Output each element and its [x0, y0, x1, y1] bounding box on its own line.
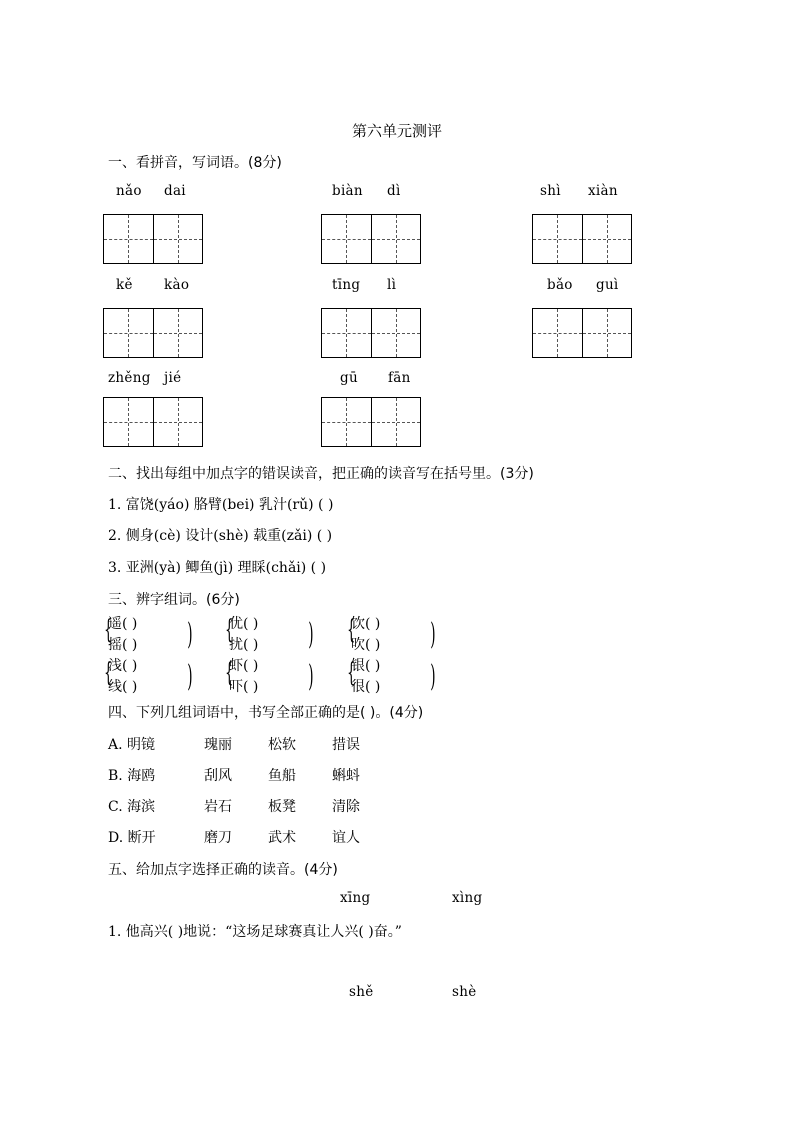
- q5-heading: 五、给加点字选择正确的读音。(4分): [108, 862, 338, 878]
- q3-item: 很( ): [351, 679, 381, 695]
- page-title: 第六单元测评: [351, 122, 442, 140]
- pinyin: gū: [340, 370, 358, 386]
- q4-word: 武术: [268, 830, 296, 846]
- pinyin: dì: [387, 183, 401, 199]
- q4-option-label: A. 明镜: [108, 737, 156, 753]
- q3-item: 吓( ): [229, 679, 259, 695]
- q3-item: 银( ): [351, 658, 381, 674]
- q5-line: 1. 他高兴( )地说：“这场足球赛真让人兴( )奋。”: [108, 924, 402, 940]
- q4-heading: 四、下列几组词语中，书写全部正确的是( )。(4分): [108, 705, 424, 721]
- q4-word: 松软: [268, 737, 296, 753]
- q4-word: 磨刀: [204, 830, 232, 846]
- q4-word: 瑰丽: [204, 737, 232, 753]
- pinyin: kě: [116, 277, 133, 293]
- q4-word: 刮风: [204, 768, 232, 784]
- pinyin: biàn: [332, 183, 363, 199]
- brace-icon: {: [104, 615, 113, 645]
- q4-word: 措误: [332, 737, 360, 753]
- bracket-icon: ): [187, 659, 193, 694]
- pinyin: xīng: [340, 890, 371, 906]
- q3-item: 吹( ): [351, 637, 381, 653]
- tianzi-grid: [321, 308, 421, 358]
- pinyin: lì: [387, 277, 397, 293]
- q3-item: 浅( ): [108, 658, 138, 674]
- q3-item: 优( ): [229, 616, 259, 632]
- q4-option-label: D. 断开: [108, 830, 156, 846]
- pinyin: jié: [164, 370, 182, 386]
- q3-item: 饮( ): [351, 616, 381, 632]
- bracket-icon: ): [308, 659, 314, 694]
- bracket-icon: ): [430, 659, 436, 694]
- pinyin: dai: [164, 183, 186, 199]
- tianzi-grid: [103, 397, 203, 447]
- pinyin: kào: [164, 277, 190, 293]
- q2-line: 2. 侧身(cè) 设计(shè) 载重(zǎi) ( ): [108, 528, 333, 544]
- brace-icon: {: [104, 658, 113, 688]
- brace-icon: {: [347, 615, 356, 645]
- q4-word: 清除: [332, 799, 360, 815]
- bracket-icon: ): [430, 617, 436, 652]
- pinyin: nǎo: [116, 183, 142, 199]
- q3-item: 线( ): [108, 679, 138, 695]
- q4-option-label: C. 海滨: [108, 799, 156, 815]
- pinyin: shì: [540, 183, 561, 199]
- q4-word: 蝌蚪: [332, 768, 360, 784]
- tianzi-grid: [532, 214, 632, 264]
- q4-word: 板凳: [268, 799, 296, 815]
- brace-icon: {: [225, 615, 234, 645]
- q3-item: 遥( ): [108, 616, 138, 632]
- q4-word: 谊人: [332, 830, 360, 846]
- tianzi-grid: [321, 214, 421, 264]
- bracket-icon: ): [187, 617, 193, 652]
- q3-item: 虾( ): [229, 658, 259, 674]
- bracket-icon: ): [308, 617, 314, 652]
- q3-item: 扰( ): [229, 637, 259, 653]
- pinyin: xìng: [452, 890, 483, 906]
- pinyin: zhěng: [108, 370, 151, 386]
- q4-word: 鱼船: [268, 768, 296, 784]
- q2-line: 1. 富饶(yáo) 胳臂(bei) 乳汁(rǔ) ( ): [108, 497, 334, 513]
- brace-icon: {: [347, 658, 356, 688]
- q3-heading: 三、辨字组词。(6分): [108, 592, 240, 608]
- pinyin: bǎo: [547, 277, 573, 293]
- pinyin: tīng: [332, 277, 361, 293]
- tianzi-grid: [532, 308, 632, 358]
- q3-item: 摇( ): [108, 637, 138, 653]
- tianzi-grid: [321, 397, 421, 447]
- q2-line: 3. 亚洲(yà) 鲫鱼(jì) 理睬(chǎi) ( ): [108, 560, 327, 576]
- q2-heading: 二、找出每组中加点字的错误读音，把正确的读音写在括号里。(3分): [108, 466, 534, 482]
- tianzi-grid: [103, 308, 203, 358]
- tianzi-grid: [103, 214, 203, 264]
- pinyin: shè: [452, 984, 477, 1000]
- brace-icon: {: [225, 658, 234, 688]
- pinyin: xiàn: [588, 183, 618, 199]
- q1-heading: 一、看拼音，写词语。(8分): [108, 155, 282, 171]
- pinyin: shě: [349, 984, 374, 1000]
- pinyin: guì: [596, 277, 619, 293]
- q4-word: 岩石: [204, 799, 232, 815]
- q4-option-label: B. 海鸥: [108, 768, 156, 784]
- pinyin: fān: [388, 370, 411, 386]
